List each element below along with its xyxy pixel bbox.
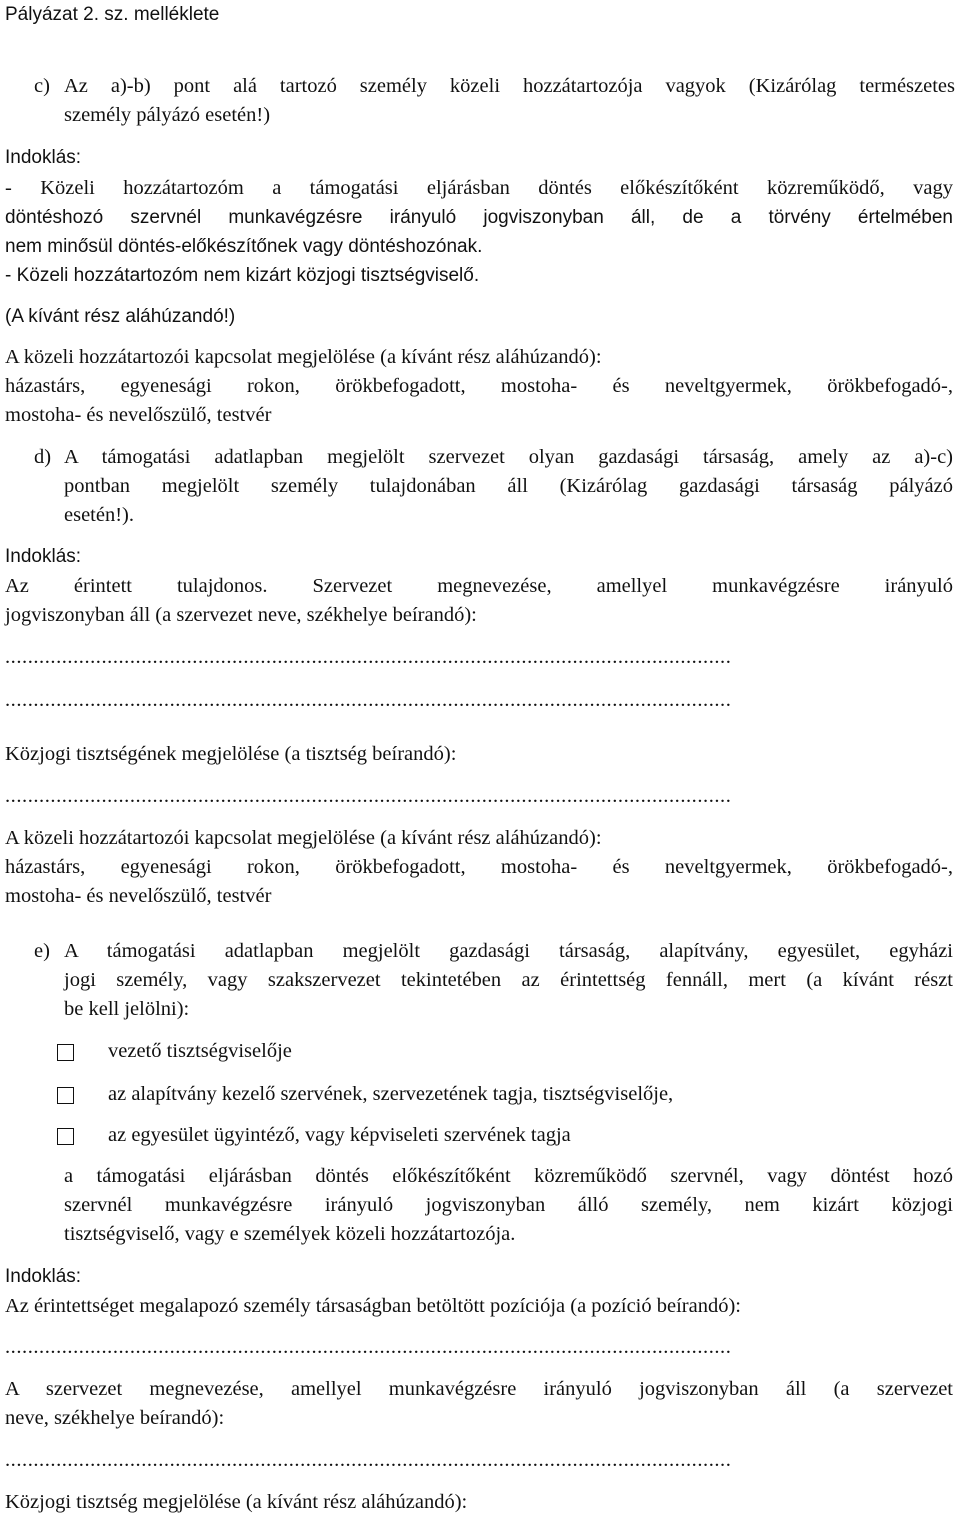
section-d-text-line2: pontban megjelölt személy tulajdonában áll (Kizárólag gazdasági társaság pályázó	[64, 475, 953, 497]
section-d-relation-title: A közeli hozzátartozói kapcsolat megjelölése (a kívánt rész aláhúzandó):	[5, 827, 602, 849]
attachment-header: Pályázat 2. sz. melléklete	[5, 4, 220, 25]
section-d-fill-line2[interactable]: ................................................................................................................................	[5, 689, 732, 711]
option-checkbox-executive[interactable]	[57, 1044, 74, 1061]
section-c-reason-line1: - Közeli hozzátartozóm a támogatási eljárásban döntés előkészítőként közreműködő, vagy	[5, 177, 953, 199]
option-checkbox-association-body[interactable]	[57, 1128, 74, 1145]
option-label-executive: vezető tisztségviselője	[108, 1040, 292, 1062]
section-e-fill-line1[interactable]: ................................................................................................................................	[5, 1336, 732, 1358]
section-c-underline-note: (A kívánt rész aláhúzandó!)	[5, 306, 236, 327]
section-c-label: c)	[34, 75, 50, 97]
option-label-association-body: az egyesület ügyintéző, vagy képviseleti szervének tagja	[108, 1124, 571, 1146]
section-e-reason-label: Indoklás:	[5, 1266, 82, 1287]
section-e-position-title: Az érintettséget megalapozó személy társaságban betöltött pozíciója (a pozíció beírandó):	[5, 1295, 741, 1317]
section-e-org-line1: A szervezet megnevezése, amellyel munkavégzésre irányuló jogviszonyban áll (a szervezet	[5, 1378, 953, 1400]
section-d-relation-line1: házastárs, egyenesági rokon, örökbefogadott, mostoha- és neveltgyermek, örökbefogadó-,	[5, 856, 953, 878]
section-e-text-line3: be kell jelölni):	[64, 998, 190, 1020]
section-d-office-title: Közjogi tisztségének megjelölése (a tisztség beírandó):	[5, 743, 457, 765]
section-c-relation-title: A közeli hozzátartozói kapcsolat megjelölése (a kívánt rész aláhúzandó):	[5, 346, 602, 368]
section-d-reason-label: Indoklás:	[5, 546, 82, 567]
section-d-fill-line3[interactable]: ................................................................................................................................	[5, 785, 732, 807]
section-d-text-line3: esetén!).	[64, 504, 134, 526]
option-checkbox-foundation-body[interactable]	[57, 1087, 74, 1104]
section-c-text-line2: személy pályázó esetén!)	[64, 104, 271, 126]
section-c-text-line1: Az a)-b) pont alá tartozó személy közeli hozzátartozója vagyok (Kizárólag természetes	[64, 75, 955, 97]
section-c-reason-line3: nem minősül döntés-előkészítőnek vagy döntéshozónak.	[5, 236, 483, 257]
section-c-relation-line1: házastárs, egyenesági rokon, örökbefogadott, mostoha- és neveltgyermek, örökbefogadó-,	[5, 375, 953, 397]
section-e-after-line1: a támogatási eljárásban döntés előkészítőként közreműködő szervnél, vagy döntést hozó	[64, 1165, 953, 1187]
section-c-reason-line2: döntéshozó szervnél munkavégzésre irányuló jogviszonyban áll, de a törvény értelmében	[5, 207, 953, 228]
section-d-relation-line2: mostoha- és nevelőszülő, testvér	[5, 885, 272, 907]
section-e-after-line2: szervnél munkavégzésre irányuló jogviszonyban álló személy, nem kizárt közjogi	[64, 1194, 953, 1216]
section-e-fill-line2[interactable]: ................................................................................................................................	[5, 1449, 732, 1471]
option-label-foundation-body: az alapítvány kezelő szervének, szervezetének tagja, tisztségviselője,	[108, 1083, 674, 1105]
section-c-reason-line4: - Közeli hozzátartozóm nem kizárt közjogi tisztségviselő.	[5, 265, 480, 286]
section-c-relation-line2: mostoha- és nevelőszülő, testvér	[5, 404, 272, 426]
section-d-fill-line1[interactable]: ................................................................................................................................	[5, 646, 732, 668]
section-e-text-line2: jogi személy, vagy szakszervezet tekintetében az érintettség fennáll, mert (a kívánt részt	[64, 969, 953, 991]
section-e-text-line1: A támogatási adatlapban megjelölt gazdasági társaság, alapítvány, egyesület, egyházi	[64, 940, 953, 962]
section-e-after-line3: tisztségviselő, vagy e személyek közeli hozzátartozója.	[64, 1223, 516, 1245]
section-c-reason-label: Indoklás:	[5, 147, 82, 168]
section-e-label: e)	[34, 940, 50, 962]
section-d-owner-line1: Az érintett tulajdonos. Szervezet megnevezése, amellyel munkavégzésre irányuló	[5, 575, 953, 597]
section-d-label: d)	[34, 446, 52, 468]
section-e-org-line2: neve, székhelye beírandó):	[5, 1407, 225, 1429]
section-d-owner-line2: jogviszonyban áll (a szervezet neve, székhelye beírandó):	[5, 604, 477, 626]
section-e-office-title: Közjogi tisztség megjelölése (a kívánt rész aláhúzandó):	[5, 1491, 468, 1513]
section-d-text-line1: A támogatási adatlapban megjelölt szervezet olyan gazdasági társaság, amely az a)-c)	[64, 446, 953, 468]
